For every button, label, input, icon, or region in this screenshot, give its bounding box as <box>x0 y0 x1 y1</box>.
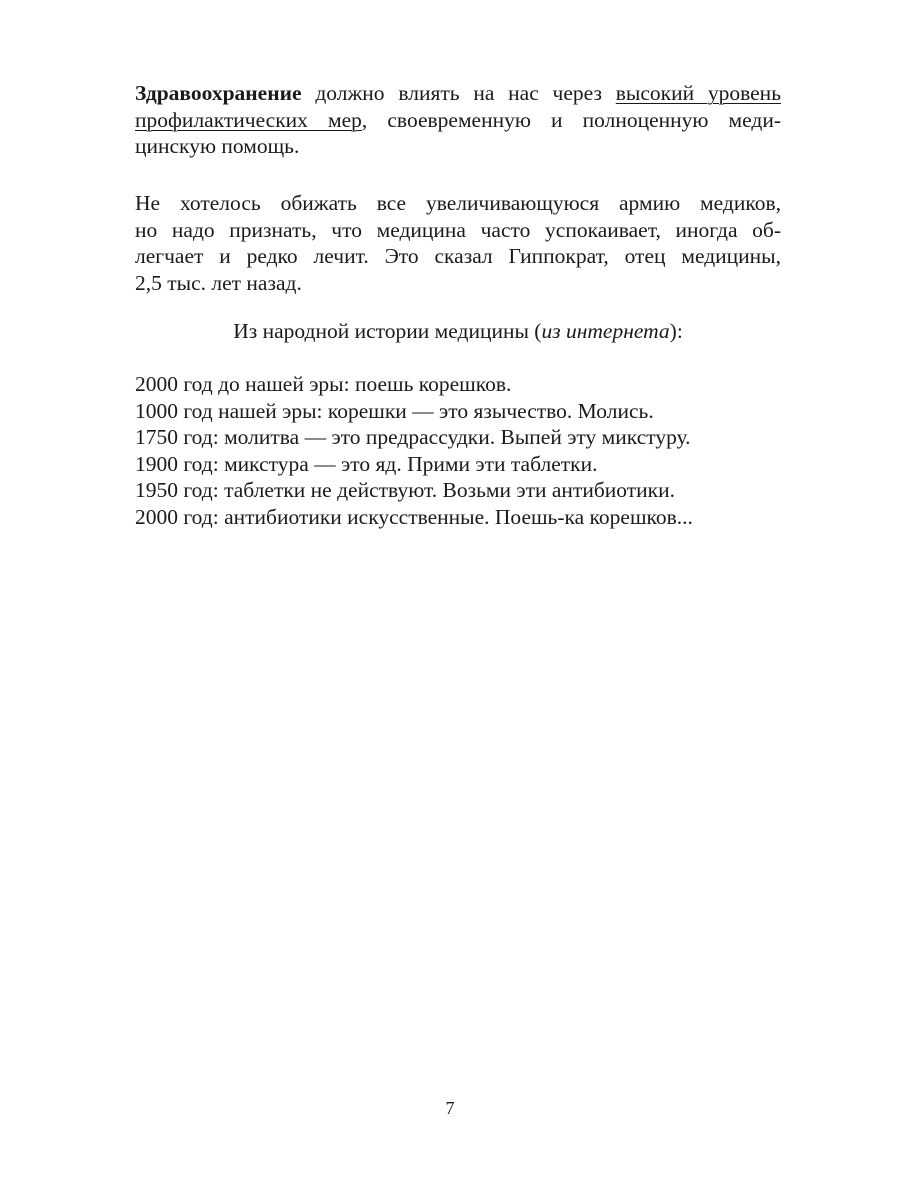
paragraph-line: Здравоохранение должно влиять на нас через высокий уровень <box>135 81 781 105</box>
list-item: 2000 год: антибиотики искусственные. Поешь-ка корешков... <box>135 504 693 529</box>
list-item: 2000 год до нашей эры: поешь корешков. <box>135 372 512 396</box>
paragraph-line: профилактических мер, своевременную и полноценную меди- <box>135 107 782 132</box>
paragraph-line: 2,5 тыс. лет назад. <box>135 270 302 295</box>
bold-term: Здравоохранение <box>135 81 302 105</box>
paragraph-line: легчает и редко лечит. Это сказал Гиппократ, отец медицины, <box>135 244 781 268</box>
list-item: 1750 год: молитва — это предрассудки. Выпей эту микстуру. <box>135 425 691 449</box>
section-heading: Из народной истории медицины (из интернета): <box>233 319 683 343</box>
list-item: 1900 год: микстура — это яд. Прими эти таблетки. <box>135 451 598 476</box>
underlined-phrase: профилактических мер <box>135 107 362 132</box>
paragraph-healthcare <box>135 80 781 160</box>
list-item: 1950 год: таблетки не действуют. Возьми эти антибиотики. <box>135 478 675 502</box>
italic-source: из интернета <box>541 319 670 343</box>
paragraph-line: Не хотелось обижать все увеличивающуюся армию медиков, <box>135 191 781 215</box>
page-number: 7 <box>445 1098 455 1118</box>
medicine-history-list <box>135 371 781 530</box>
paragraph-medicine <box>135 190 781 296</box>
underlined-phrase: высокий уровень <box>615 81 781 105</box>
paragraph-line: но надо признать, что медицина часто успокаивает, иногда об- <box>135 217 781 242</box>
paragraph-line: цинскую помощь. <box>135 134 300 158</box>
list-item: 1000 год нашей эры: корешки — это язычество. Молись. <box>135 398 654 423</box>
